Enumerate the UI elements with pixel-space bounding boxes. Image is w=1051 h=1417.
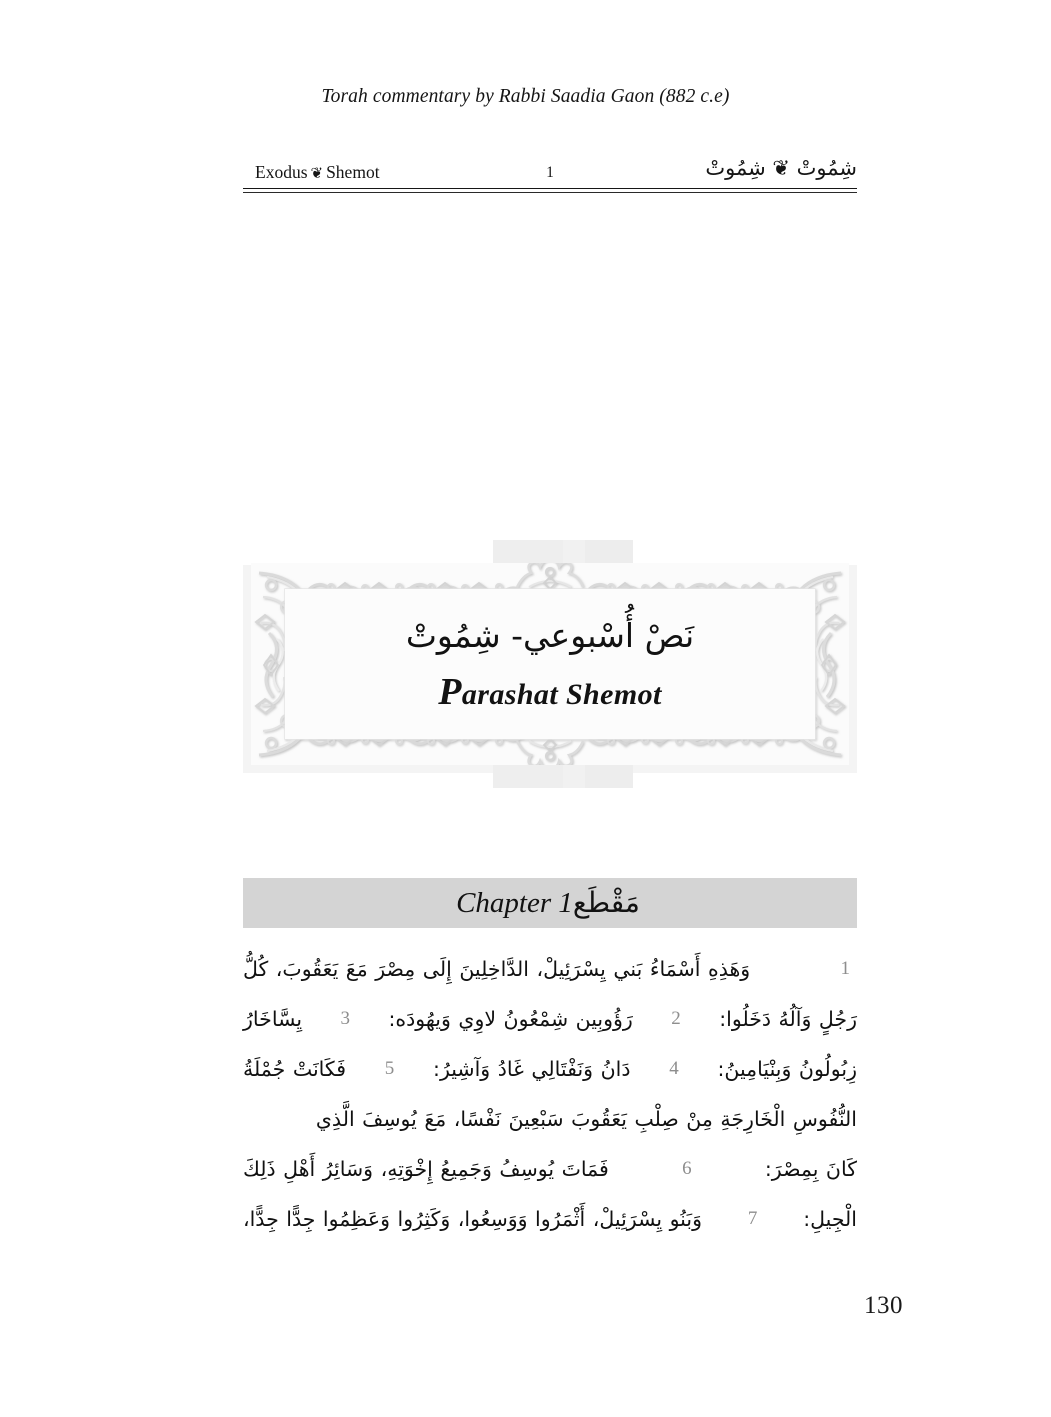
verse-number: 5 (384, 1058, 395, 1079)
verse-text: وَهَذِهِ أَسْمَاءُ بَني يِسْرَئِيلْ، الدَّاخِلِينَ إِلَى مِصْرَ مَعَ يَعَقُوبَ، كُلُّ (243, 957, 751, 981)
scripture-line (243, 1144, 857, 1194)
running-title: Torah commentary by Rabbi Saadia Gaon (882 c.e) (321, 86, 730, 107)
scripture-line (243, 1044, 857, 1094)
scripture-line (243, 1194, 857, 1244)
chapter-heading-latin: Chapter 1 (456, 887, 573, 919)
folio-number: 130 (864, 1292, 903, 1319)
header-book-name: Exodus (255, 162, 308, 182)
chapter-heading-text (456, 886, 644, 920)
header-page-label: 1 (546, 164, 554, 181)
verse-text: فَمَاتَ يُوسِفُ وَجَمِيعُ إِخْوَتِهِ، وَسَائِرُ أَهْلِ ذَلِكَ (243, 1157, 609, 1181)
chapter-heading-bar (243, 878, 857, 928)
verse-text: فَكَانَتْ جُمْلَةُ (243, 1057, 347, 1081)
verse-text: زِبُولُونُ وَبِنْيَامِينُ: (717, 1057, 857, 1081)
parashah-title-arabic: نَصْ أُسْبوعي- شِمُوتْ (405, 615, 695, 655)
verse-number: 2 (671, 1008, 681, 1029)
verse-text: رَؤُوبِين شِمْعُونُ لاوِي وَيهُودَه: (388, 1007, 633, 1031)
scripture-line (243, 1094, 857, 1144)
verse-text: النُّفُوسِ الْخَارِجَةِ مِنْ صِلْبِ يَعَقُوبَ سَبْعِينَ نَفْسًا، مَعَ يُوسِفَ الَّذِي (315, 1107, 857, 1131)
verse-number: 7 (747, 1208, 758, 1229)
title-plate-content (285, 589, 815, 739)
header-rule-thick (243, 188, 857, 189)
verse-text: رَجُلٍ وَآلُهُ دَخَلُوا: (719, 1007, 857, 1031)
title-plate (243, 555, 857, 773)
verse-number: 1 (840, 958, 850, 979)
verse-text: الْجِيلِ: (803, 1207, 857, 1231)
verse-text: وَبَنُو يِسْرَئِيلْ، أَثْمَرُوا وَوَسِعُوا، وَكَثِرُوا وَعَظِمُوا جِدًّا جِدًّا، (243, 1207, 702, 1231)
parashah-title-dropcap: P (438, 671, 462, 714)
header-parashah-name: Shemot (326, 162, 380, 182)
verse-text: كَانَ بِمِصْرَ: (764, 1157, 857, 1181)
scripture-line (243, 994, 857, 1044)
scripture-line (243, 944, 857, 994)
verse-number: 4 (669, 1058, 679, 1079)
header-arabic-title: شِمُوتْ ❦ شِمُوتْ (705, 156, 857, 180)
parashah-title-latin-rest: arashat Shemot (461, 678, 662, 712)
chapter-heading-arabic: مَقْطَع (572, 886, 640, 919)
verse-number: 3 (340, 1008, 351, 1029)
verse-text: يِسَّاخَارُ (243, 1007, 303, 1031)
verse-text: دَانُ وَنَفْتَالِي غَادُ وَآشِيرُ: (433, 1057, 631, 1081)
parashah-title-latin (438, 670, 661, 714)
scripture-body (243, 944, 857, 1244)
title-plate-frame (251, 563, 849, 765)
verse-number: 6 (682, 1158, 692, 1179)
header-rule-thin (243, 192, 857, 193)
fleuron-icon: ❦ (310, 166, 324, 182)
